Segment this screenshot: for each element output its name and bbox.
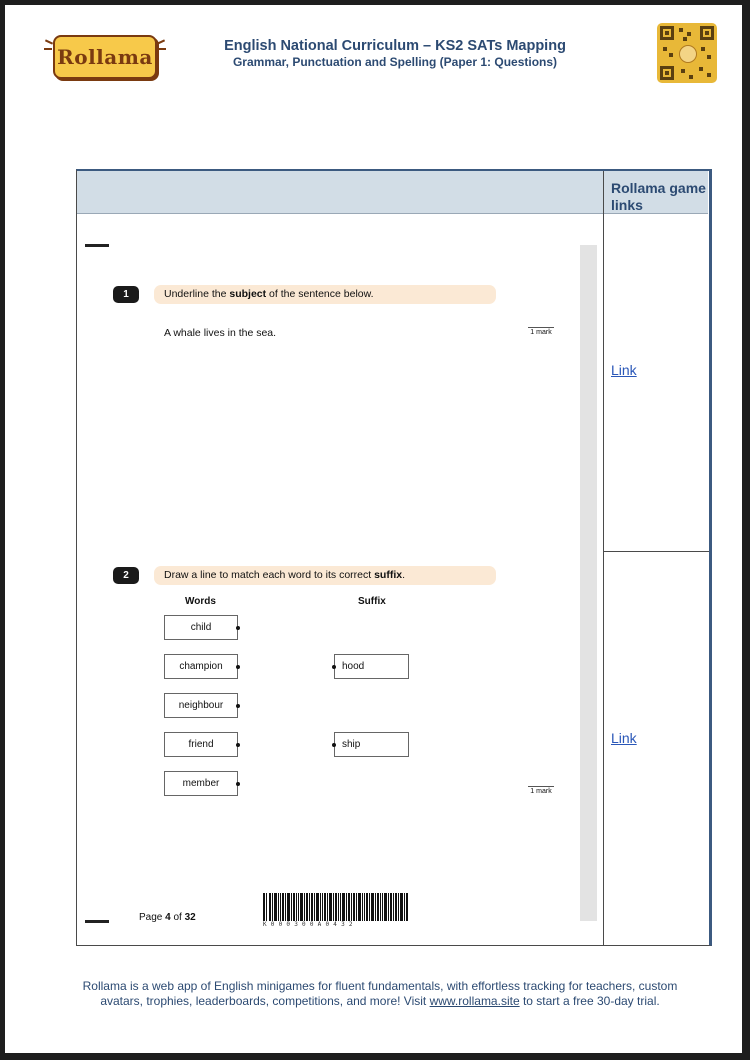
game-link-question-1[interactable]: Link	[611, 362, 637, 378]
barcode	[263, 893, 408, 923]
game-links-column-header: Rollama game links	[611, 180, 706, 213]
barcode-number: K000300A0432	[263, 921, 357, 928]
qr-code[interactable]	[657, 23, 717, 83]
document-subtitle: Grammar, Punctuation and Spelling (Paper 1: Questions)	[232, 55, 558, 69]
connector-dot[interactable]	[332, 743, 336, 747]
rollama-logo[interactable]	[53, 35, 157, 79]
word-box-friend[interactable]: friend	[164, 732, 238, 757]
connector-dot[interactable]	[236, 626, 240, 630]
game-link-question-2[interactable]: Link	[611, 730, 637, 746]
row-divider	[604, 551, 709, 552]
page-number: Page 4 of 32	[139, 912, 196, 923]
registration-mark-bottom	[85, 920, 109, 923]
question-1-mark: 1 mark	[528, 327, 554, 336]
connector-dot[interactable]	[236, 704, 240, 708]
registration-mark-top	[85, 244, 109, 247]
words-column-header: Words	[185, 596, 216, 607]
rollama-site-link[interactable]: www.rollama.site	[429, 994, 520, 1008]
footer-promo: Rollama is a web app of English minigames for fluent fundamentals, with effortless tracking for teachers, custom avatars, trophies, leaderboards, competitions, and more! Visit www.rollama.site to start a free 30-day trial.	[82, 979, 678, 1008]
page	[5, 5, 742, 1053]
document-title: English National Curriculum – KS2 SATs Mapping	[224, 38, 566, 54]
word-box-champion[interactable]: champion	[164, 654, 238, 679]
word-box-child[interactable]: child	[164, 615, 238, 640]
question-2-mark: 1 mark	[528, 786, 554, 795]
column-divider	[603, 171, 604, 945]
word-box-member[interactable]: member	[164, 771, 238, 796]
suffix-column-header: Suffix	[358, 596, 386, 607]
connector-dot[interactable]	[236, 743, 240, 747]
connector-dot[interactable]	[236, 782, 240, 786]
connector-dot[interactable]	[236, 665, 240, 669]
suffix-box-hood[interactable]: hood	[334, 654, 409, 679]
question-1-sentence[interactable]: A whale lives in the sea.	[164, 327, 277, 339]
logo-text: Rollama	[57, 45, 153, 69]
qr-center-logo	[679, 45, 697, 63]
question-2-instruction: Draw a line to match each word to its correct suffix.	[154, 566, 496, 585]
margin-strip	[580, 245, 597, 921]
question-1-number: 1	[113, 286, 139, 303]
connector-dot[interactable]	[332, 665, 336, 669]
word-box-neighbour[interactable]: neighbour	[164, 693, 238, 718]
question-1-instruction: Underline the subject of the sentence below.	[154, 285, 496, 304]
question-2-number: 2	[113, 567, 139, 584]
suffix-box-ship[interactable]: ship	[334, 732, 409, 757]
